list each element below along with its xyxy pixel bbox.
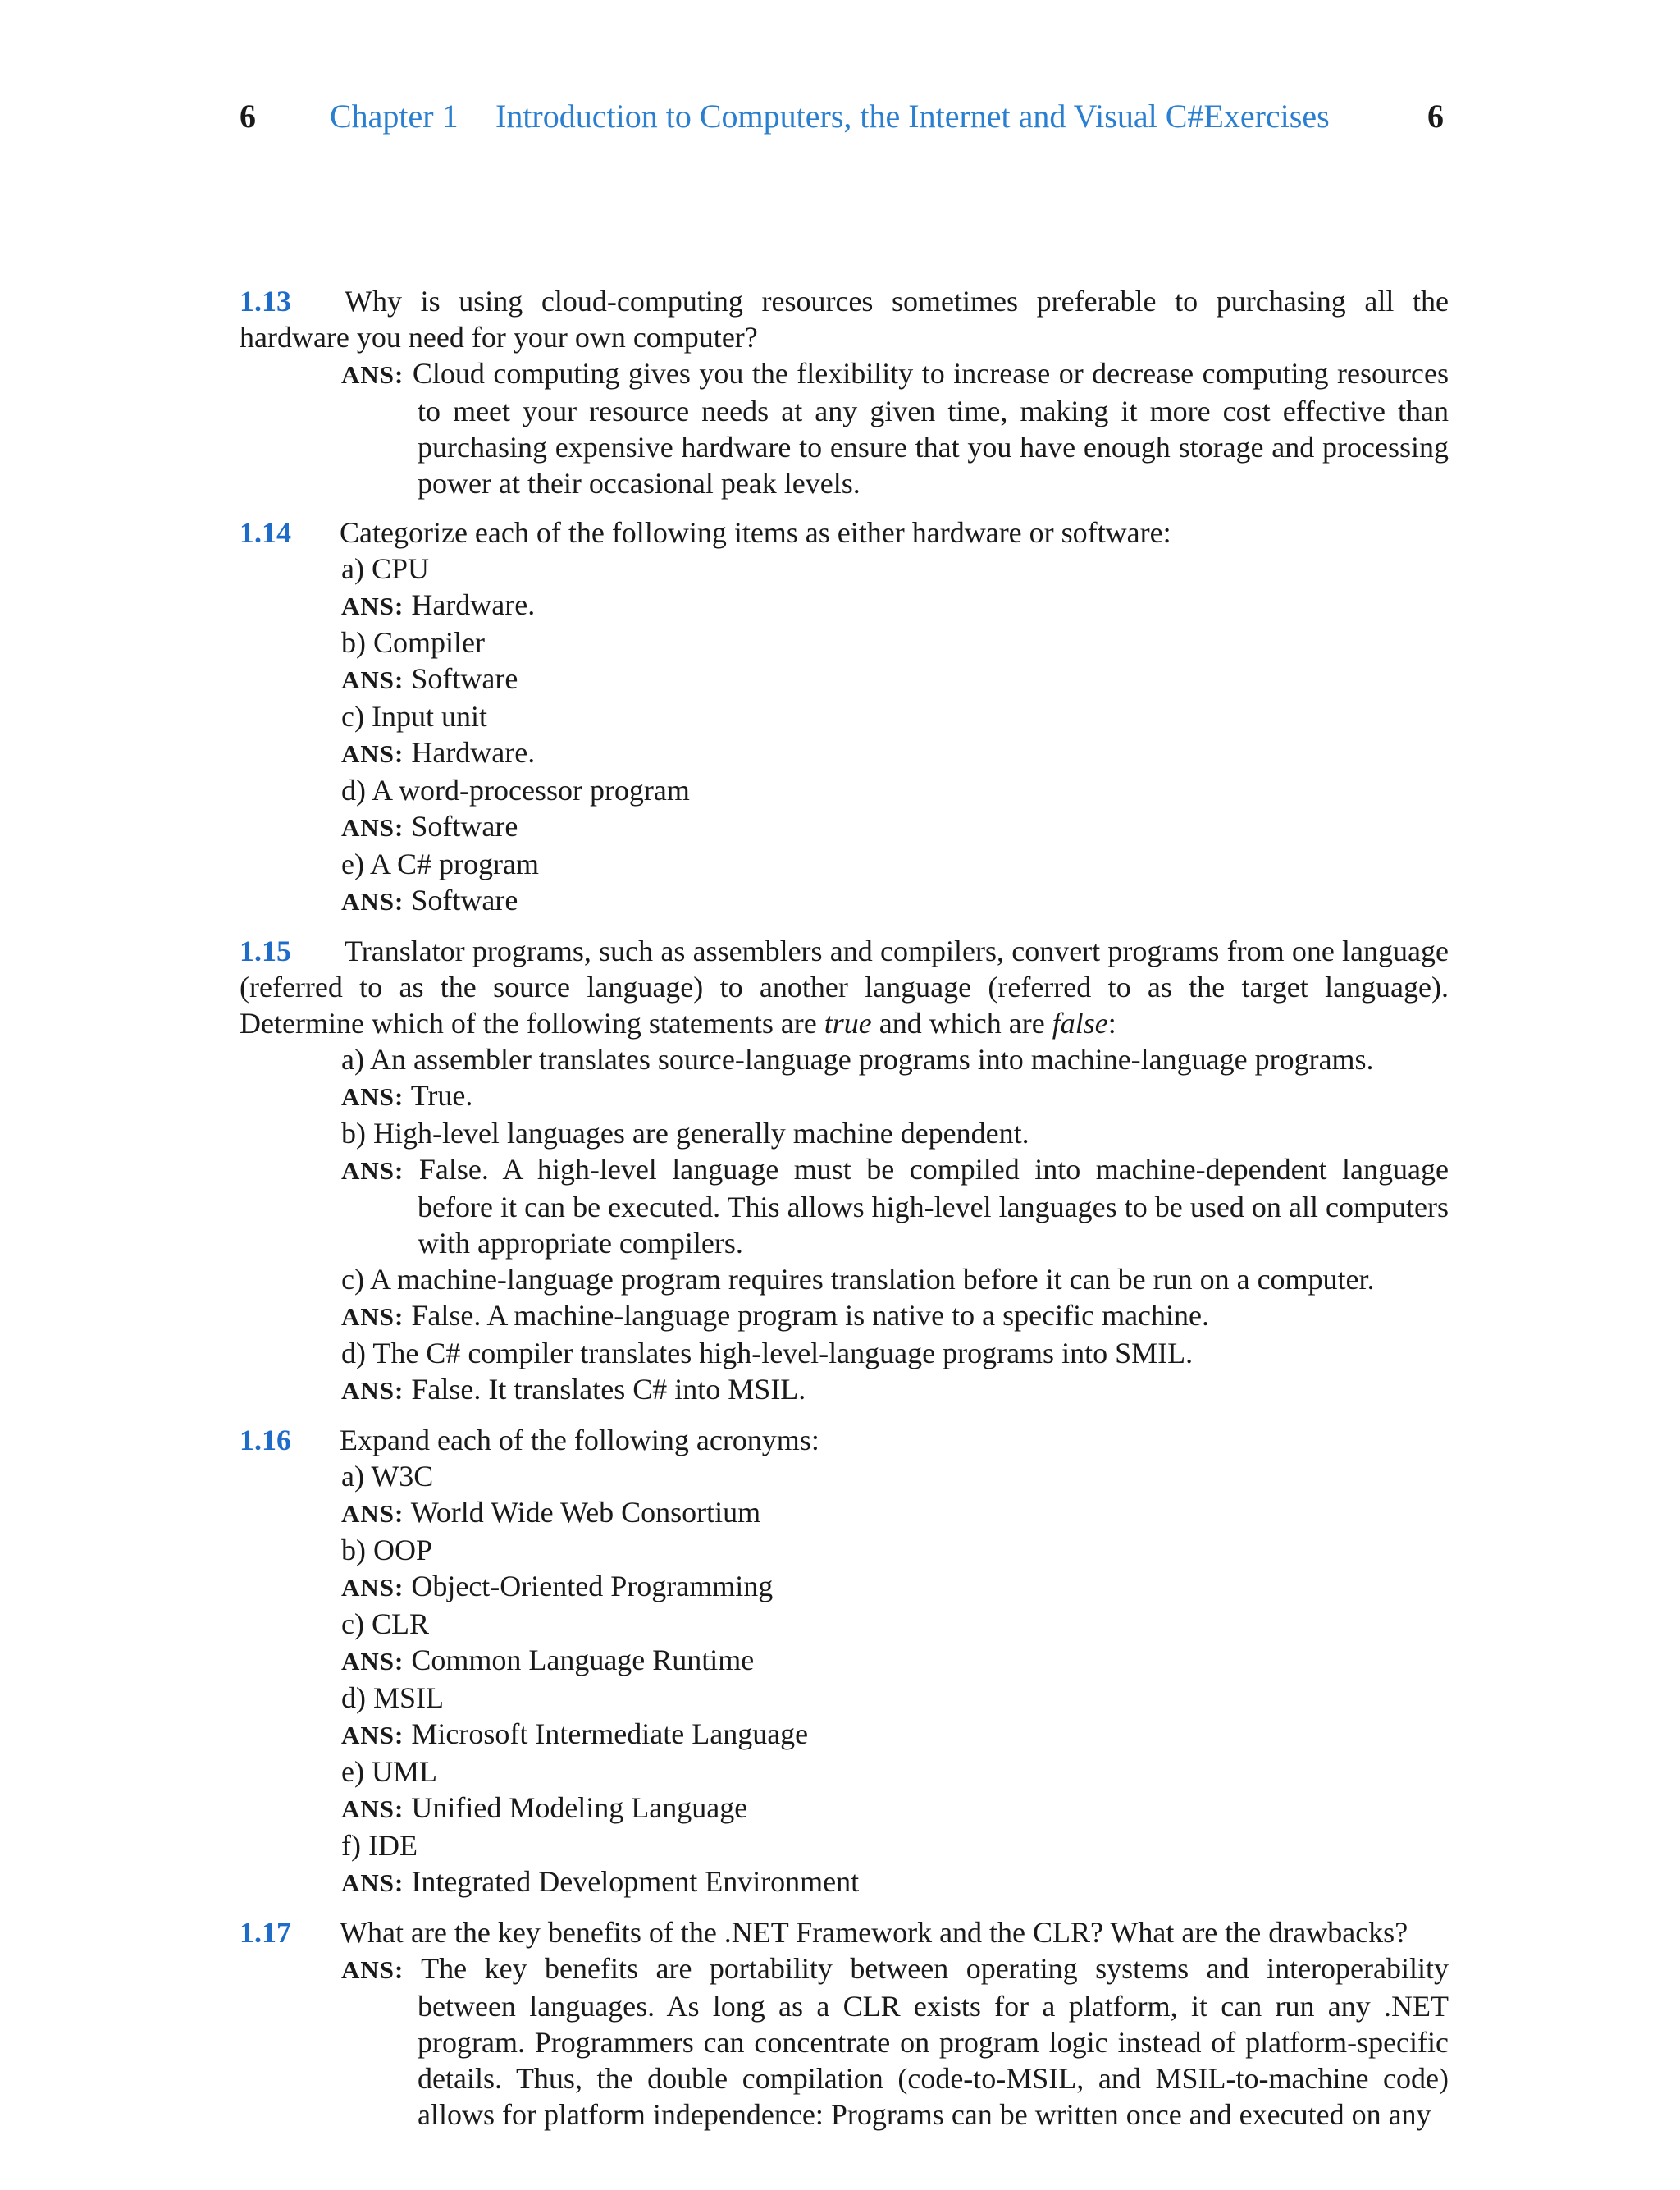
answer-label: ANS: xyxy=(341,1955,404,1984)
exercise-number: 1.17 xyxy=(240,1916,291,1949)
answer-text: Unified Modeling Language xyxy=(411,1791,748,1824)
answer-label: ANS: xyxy=(341,739,404,768)
answer-text: The key benefits are portability between operating systems and interoperability between languages. As long as a CLR exists for a platform, it can run any .NET program. Programmers can concentrate on program logic instead of platform-specific details. Thus, the double compilation (code-to-MSIL, and MSIL-to-machine code) allows for platform independence: Programs can be written once and executed on any xyxy=(418,1952,1449,2131)
answer-text: Object-Oriented Programming xyxy=(411,1570,774,1602)
sub-answer-a xyxy=(240,1494,1449,1532)
answer-label: ANS: xyxy=(341,665,404,694)
answer-label: ANS: xyxy=(341,1302,404,1331)
answer-text: Software xyxy=(411,662,518,695)
sub-question-a: a) W3C xyxy=(341,1460,434,1493)
exercise-answer xyxy=(240,355,1449,501)
exercise-number: 1.16 xyxy=(240,1424,291,1456)
answer-text: Hardware. xyxy=(411,588,536,621)
answer-label: ANS: xyxy=(341,360,404,389)
emphasis-true: true xyxy=(824,1007,872,1040)
answer-text: Microsoft Intermediate Language xyxy=(411,1717,809,1750)
exercise-1-13 xyxy=(240,283,1449,501)
exercise-question xyxy=(240,933,1449,1041)
sub-answer-e xyxy=(240,1790,1449,1827)
sub-question-c: c) CLR xyxy=(341,1607,429,1640)
answer-text: Common Language Runtime xyxy=(411,1644,755,1676)
answer-text: True. xyxy=(410,1079,473,1112)
exercise-1-14 xyxy=(240,514,1449,920)
sub-answer-a xyxy=(240,1077,1449,1115)
answer-label: ANS: xyxy=(341,1082,404,1111)
sub-answer-d xyxy=(240,1371,1449,1409)
exercise-number: 1.14 xyxy=(240,516,291,549)
sub-question-b: b) OOP xyxy=(341,1534,433,1566)
answer-label: ANS: xyxy=(341,1376,404,1405)
sub-question-c: c) A machine-language program requires translation before it can be run on a computer. xyxy=(341,1263,1375,1296)
emphasis-false: false xyxy=(1052,1007,1108,1040)
sub-question-b: b) Compiler xyxy=(341,626,485,659)
answer-text: Software xyxy=(411,884,518,917)
question-text: Translator programs, such as assemblers and compilers, convert programs from one language (referred to as the source language) to another language (referred to as the target language). Determine which of the following statements are xyxy=(240,935,1449,1040)
exercise-question: Why is using cloud-computing resources sometimes preferable to purchasing all the hardware you need for your own computer? xyxy=(240,285,1449,354)
sub-answer-d xyxy=(240,1716,1449,1753)
answer-text: Software xyxy=(411,810,518,843)
page-number-right: 6 xyxy=(1427,98,1444,135)
sub-question-c: c) Input unit xyxy=(341,700,487,733)
answer-label: ANS: xyxy=(341,887,404,916)
sub-answer-e xyxy=(240,882,1449,920)
question-text-mid: and which are xyxy=(879,1007,1045,1040)
answer-text: World Wide Web Consortium xyxy=(410,1496,761,1529)
chapter-title: Introduction to Computers, the Internet and Visual C#Exercises xyxy=(495,98,1330,135)
exercises-content xyxy=(240,283,1449,2146)
sub-answer-c xyxy=(240,1297,1449,1335)
chapter-label: Chapter 1 xyxy=(330,98,459,135)
answer-label: ANS: xyxy=(341,1499,404,1528)
exercise-question: What are the key benefits of the .NET Framework and the CLR? What are the drawbacks? xyxy=(340,1916,1408,1949)
sub-answer-a xyxy=(240,587,1449,624)
answer-label: ANS: xyxy=(341,1868,404,1897)
exercise-number: 1.13 xyxy=(240,285,291,318)
answer-label: ANS: xyxy=(341,1795,404,1823)
answer-text: Cloud computing gives you the flexibility to increase or decrease computing resources to meet your resource needs at any given time, making it more cost effective than purchasing expensive hardware to ensure that you have enough storage and processing power at their occasional peak levels. xyxy=(412,357,1449,500)
sub-answer-c xyxy=(240,1642,1449,1680)
answer-label: ANS: xyxy=(341,813,404,842)
exercise-answer xyxy=(240,1950,1449,2133)
sub-question-a: a) CPU xyxy=(341,552,429,585)
sub-answer-f xyxy=(240,1863,1449,1901)
sub-question-e: e) A C# program xyxy=(341,848,539,880)
question-text-end: : xyxy=(1107,1007,1116,1040)
answer-label: ANS: xyxy=(341,1573,404,1602)
exercise-question: Categorize each of the following items as either hardware or software: xyxy=(340,516,1171,549)
exercise-question: Expand each of the following acronyms: xyxy=(340,1424,819,1456)
sub-question-d: d) MSIL xyxy=(341,1681,444,1714)
answer-text: Integrated Development Environment xyxy=(411,1865,860,1898)
exercise-number: 1.15 xyxy=(240,935,291,967)
answer-text: Hardware. xyxy=(411,736,536,769)
answer-label: ANS: xyxy=(341,592,404,620)
exercise-1-17 xyxy=(240,1914,1449,2133)
answer-text: False. A machine-language program is native to a specific machine. xyxy=(411,1299,1210,1332)
answer-text: False. It translates C# into MSIL. xyxy=(411,1373,806,1406)
sub-answer-b xyxy=(240,661,1449,698)
page-header xyxy=(240,97,1444,151)
page-number-left: 6 xyxy=(240,98,256,135)
exercise-1-15 xyxy=(240,933,1449,1409)
answer-label: ANS: xyxy=(341,1721,404,1749)
answer-label: ANS: xyxy=(341,1156,404,1185)
sub-answer-b xyxy=(240,1151,1449,1261)
sub-answer-b xyxy=(240,1568,1449,1606)
answer-text: False. A high-level language must be compiled into machine-dependent language before it can be executed. This allows high-level languages to be used on all computers with appropriate compilers. xyxy=(418,1153,1449,1260)
sub-question-b: b) High-level languages are generally machine dependent. xyxy=(341,1117,1029,1150)
sub-answer-d xyxy=(240,808,1449,846)
exercise-1-16 xyxy=(240,1422,1449,1901)
sub-question-e: e) UML xyxy=(341,1755,437,1788)
answer-label: ANS: xyxy=(341,1647,404,1676)
sub-question-a: a) An assembler translates source-language programs into machine-language programs. xyxy=(341,1043,1374,1076)
sub-answer-c xyxy=(240,734,1449,772)
sub-question-d: d) The C# compiler translates high-level-language programs into SMIL. xyxy=(341,1337,1194,1369)
sub-question-d: d) A word-processor program xyxy=(341,774,690,807)
sub-question-f: f) IDE xyxy=(341,1829,418,1862)
